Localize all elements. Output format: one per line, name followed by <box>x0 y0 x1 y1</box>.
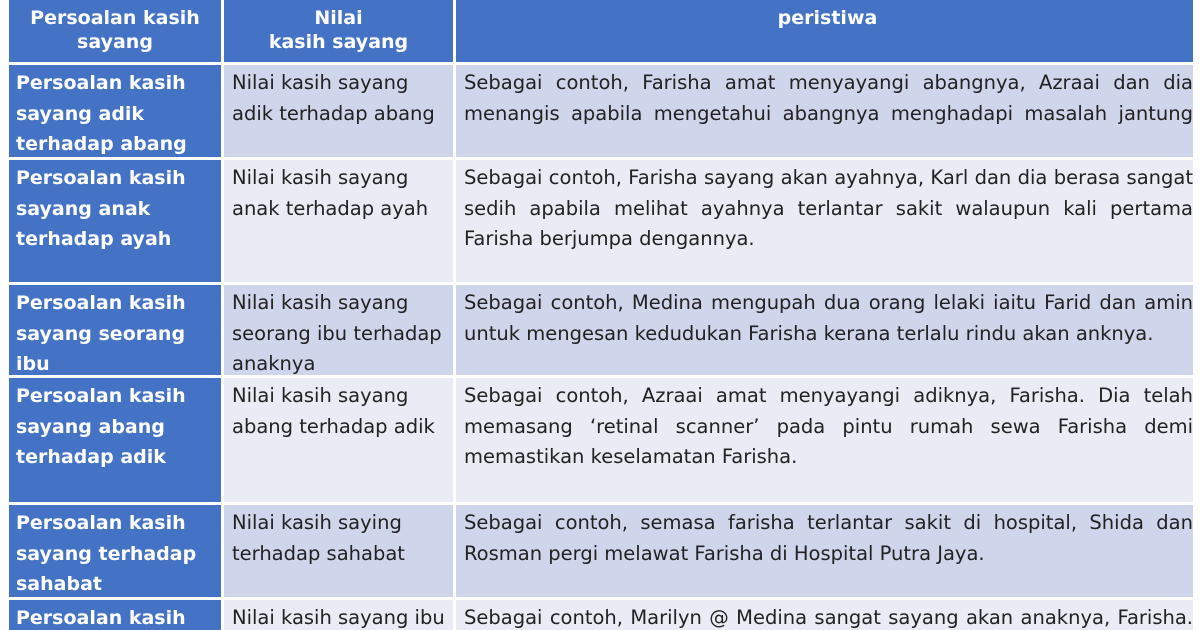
row1-nilai-line: Nilai kasih sayang <box>232 71 409 94</box>
row1-nilai-line: adik terhadap abang <box>232 101 435 125</box>
row1-peristiwa-line: menangis apabila mengetahui abangnya menghadapi masalah jantung <box>464 101 1193 125</box>
header-nilai-line1: Nilai <box>314 7 363 29</box>
row2-persoalan <box>9 160 221 282</box>
row6-peristiwa <box>456 600 1193 630</box>
header-nilai-line2: kasih sayang <box>268 31 409 53</box>
row5-persoalan-line: sahabat <box>16 573 102 595</box>
row1-peristiwa <box>456 65 1193 157</box>
row1-persoalan <box>9 65 221 157</box>
header-peristiwa-label: peristiwa <box>777 7 878 29</box>
row2-persoalan-line: sayang anak <box>16 197 151 220</box>
row4-nilai-line: Nilai kasih sayang <box>232 384 409 407</box>
row3-nilai-line: Nilai kasih sayang <box>232 291 409 314</box>
row4-persoalan-line: Persoalan kasih <box>16 385 186 407</box>
header-persoalan-line1: Persoalan kasih <box>30 7 200 29</box>
row2-nilai-line: Nilai kasih sayang <box>232 166 409 189</box>
header-peristiwa <box>456 0 1193 62</box>
row1-persoalan-line: Persoalan kasih <box>16 72 186 94</box>
row3-peristiwa <box>456 285 1193 375</box>
row6-nilai <box>224 600 453 630</box>
row2-peristiwa-line: Farisha berjumpa dengannya. <box>464 227 755 250</box>
row4-peristiwa-line: memasang ‘retinal scanner’ pada pintu rumah sewa Farisha demi <box>464 414 1193 438</box>
header-nilai <box>224 0 453 62</box>
row1-peristiwa-line: Sebagai contoh, Farisha amat menyayangi abangnya, Azraai dan dia <box>464 71 1193 94</box>
persoalan-table <box>9 0 1193 630</box>
row5-nilai-line: terhadap sahabat <box>232 541 405 565</box>
row3-nilai-line: seorang ibu terhadap <box>232 321 442 345</box>
row4-nilai <box>224 378 453 502</box>
row1-nilai <box>224 65 453 157</box>
row2-persoalan-line: Persoalan kasih <box>16 167 186 189</box>
row3-nilai <box>224 285 453 375</box>
row4-peristiwa <box>456 378 1193 502</box>
row3-nilai-line: anaknya <box>232 352 316 375</box>
row5-persoalan-line: sayang terhadap <box>16 542 197 565</box>
row6-nilai-line: Nilai kasih sayang ibu <box>232 606 445 629</box>
row4-nilai-line: abang terhadap adik <box>232 414 435 438</box>
row3-persoalan-line: sayang seorang ibu <box>16 322 186 375</box>
row2-peristiwa-line: sedih apabila melihat ayahnya terlantar sakit walaupun kali pertama <box>464 196 1193 220</box>
row4-persoalan-line: sayang abang <box>16 415 165 438</box>
row5-persoalan <box>9 505 221 597</box>
row5-nilai <box>224 505 453 597</box>
row2-peristiwa <box>456 160 1193 282</box>
row1-persoalan-line: sayang adik <box>16 102 145 125</box>
row1-persoalan-line: terhadap abang <box>16 133 187 155</box>
row5-peristiwa-line: Sebagai contoh, semasa farisha terlantar sakit di hospital, Shida dan <box>464 511 1193 534</box>
header-persoalan <box>9 0 221 62</box>
row3-persoalan <box>9 285 221 375</box>
row3-peristiwa-line: untuk mengesan kedudukan Farisha kerana terlalu rindu akan anknya. <box>464 321 1154 345</box>
row3-persoalan-line: Persoalan kasih <box>16 292 186 314</box>
row5-peristiwa-line: Rosman pergi melawat Farisha di Hospital Putra Jaya. <box>464 541 985 565</box>
row2-nilai-line: anak terhadap ayah <box>232 196 429 220</box>
row5-peristiwa <box>456 505 1193 597</box>
row4-persoalan <box>9 378 221 502</box>
row4-peristiwa-line: memastikan keselamatan Farisha. <box>464 445 798 468</box>
row2-nilai <box>224 160 453 282</box>
row4-persoalan-line: terhadap adik <box>16 446 166 468</box>
row5-persoalan-line: Persoalan kasih <box>16 512 186 534</box>
row5-nilai-line: Nilai kasih saying <box>232 511 402 534</box>
row6-peristiwa-line: Sebagai contoh, Marilyn @ Medina sangat sayang akan anaknya, Farisha. <box>464 606 1193 629</box>
row2-peristiwa-line: Sebagai contoh, Farisha sayang akan ayahnya, Karl dan dia berasa sangat <box>464 166 1193 189</box>
row4-peristiwa-line: Sebagai contoh, Azraai amat menyayangi adiknya, Farisha. Dia telah <box>464 384 1193 407</box>
row6-persoalan <box>9 600 221 630</box>
row3-peristiwa-line: Sebagai contoh, Medina mengupah dua orang lelaki iaitu Farid dan amin <box>464 291 1193 314</box>
row6-persoalan-line: Persoalan kasih <box>16 607 186 629</box>
row2-persoalan-line: terhadap ayah <box>16 228 172 250</box>
header-persoalan-line2: sayang <box>77 31 153 53</box>
